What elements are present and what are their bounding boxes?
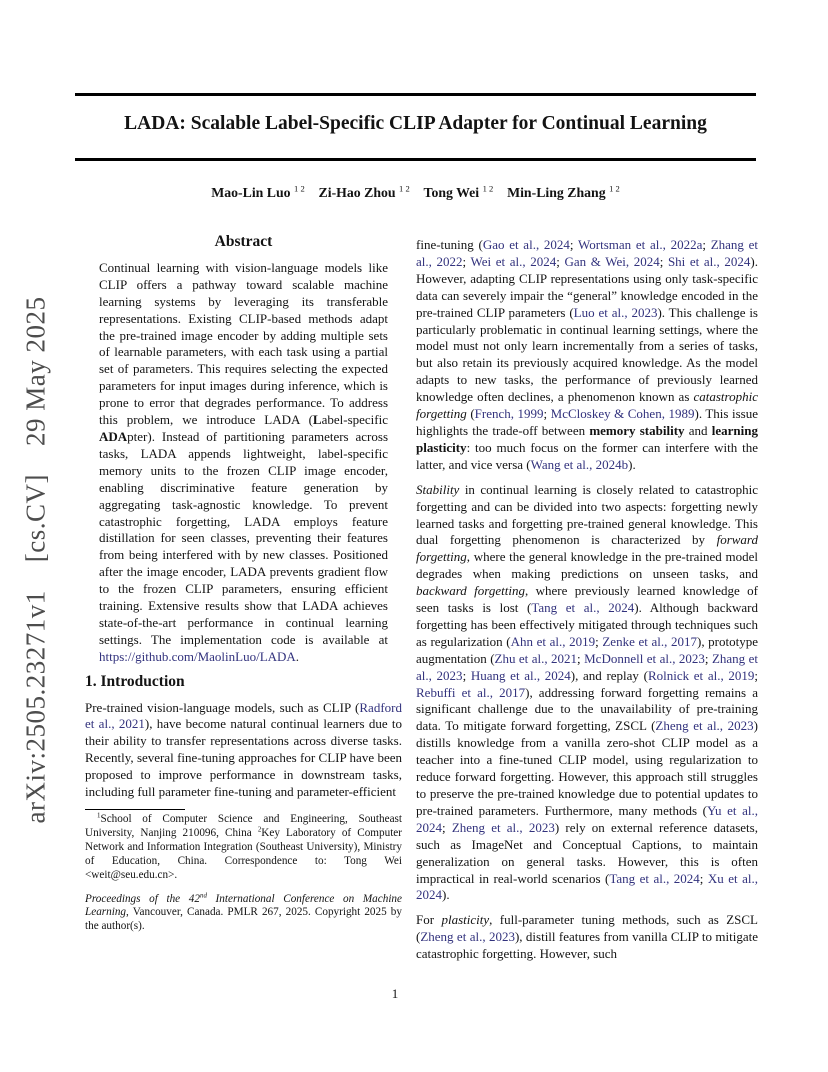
- text-segment: ), addressing forward forgetting remains a significant challenge due to the unavailability of pre-training data. To mitigate forward forgetting, ZSCL (: [416, 684, 758, 734]
- citation-link[interactable]: Tang et al., 2024: [531, 600, 635, 616]
- citation-link[interactable]: Yu et al., 2024: [416, 802, 758, 835]
- text-segment: ;: [442, 819, 452, 835]
- proceedings-copyright-note: [85, 890, 402, 935]
- text-segment: ;: [556, 253, 565, 269]
- footnote-rule: [85, 809, 185, 810]
- text-segment: ;: [543, 406, 551, 422]
- text-segment: memory stability: [589, 422, 685, 438]
- page-number: 1: [391, 986, 399, 1001]
- citation-link[interactable]: Zhang et al., 2023: [416, 650, 758, 683]
- body-paragraph-1: [416, 237, 758, 474]
- text-segment: ) rely on external reference datasets, such as ImageNet and Conceptual Captions, to maintain generalization on general tasks. However, this is often impractical in real-world scenarios (: [416, 819, 758, 886]
- text-segment: ;: [462, 667, 471, 683]
- header-top-rule: [75, 93, 756, 96]
- citation-link[interactable]: Zheng et al., 2023: [420, 929, 515, 945]
- paper-title: LADA: Scalable Label-Specific CLIP Adapter for Continual Learning: [124, 113, 707, 134]
- text-segment: 1: [97, 811, 101, 820]
- text-segment: , Vancouver, Canada. PMLR 267, 2025. Copyright 2025 by the author(s).: [85, 906, 402, 933]
- text-segment: 1 2: [482, 183, 494, 194]
- citation-link[interactable]: Wei et al., 2024: [470, 253, 557, 269]
- citation-link[interactable]: Wang et al., 2024b: [530, 456, 629, 472]
- text-segment: ;: [704, 650, 712, 666]
- text-segment: Pre-trained vision-language models, such as CLIP (: [85, 699, 360, 715]
- introduction-paragraph: [85, 700, 402, 801]
- text-segment: ;: [595, 633, 603, 649]
- text-segment: ). This issue highlights the trade-off between: [416, 406, 758, 438]
- text-segment: ) distills knowledge from a vanilla zero-shot CLIP model as a teacher into a fine-tuned CLIP model, using regularization to reduce forward forgetting. However, this approach still struggles to preserve the pre-trained knowledge due to potential updates to pre-trained parameters. Furthermore, many methods (: [416, 718, 758, 818]
- text-segment: , where previously learned knowledge of seen tasks is lost (: [416, 583, 758, 616]
- text-segment: Stability: [416, 481, 460, 497]
- text-segment: Mao-Lin Luo: [211, 185, 291, 200]
- text-segment: ).: [442, 887, 450, 903]
- abstract-heading: Abstract: [214, 233, 273, 250]
- text-segment: ;: [699, 870, 708, 886]
- left-column: [85, 234, 402, 934]
- text-segment: ;: [754, 667, 758, 683]
- text-segment: ). Although backward forgetting has been effectively mitigated through techniques such as regularization (: [416, 600, 758, 649]
- citation-link[interactable]: French, 1999: [474, 406, 544, 422]
- text-segment: (: [466, 406, 475, 422]
- text-segment: For: [416, 912, 442, 928]
- text-segment: 42: [188, 892, 200, 905]
- text-segment: , full-parameter tuning methods, such as ZSCL (: [416, 912, 759, 945]
- text-segment: Tong Wei: [423, 185, 480, 200]
- text-segment: Key Laboratory of Computer Network and Information Integration (Southeast University), Ministry of Education, China. Correspondence to: Tong Wei <weit@seu.edu.cn>.: [85, 826, 402, 881]
- header-bottom-rule: [75, 158, 756, 161]
- citation-link[interactable]: Luo et al., 2023: [573, 304, 658, 320]
- citation-link[interactable]: Rolnick et al., 2019: [647, 667, 755, 683]
- citation-link[interactable]: Zhang et al., 2022: [416, 237, 759, 269]
- text-segment: abel-specific: [321, 412, 388, 428]
- footnote-block: [85, 809, 402, 934]
- citation-link[interactable]: Huang et al., 2024: [470, 667, 571, 683]
- citation-link[interactable]: Xu et al., 2024: [416, 870, 758, 903]
- text-segment: : too much focus on the former can interfere with the latter, and vice versa (: [416, 439, 758, 472]
- text-segment: and: [684, 422, 712, 438]
- text-segment: 1 2: [399, 183, 410, 194]
- citation-link[interactable]: Gao et al., 2024: [482, 237, 570, 252]
- text-segment: [305, 185, 319, 200]
- text-segment: Continual learning with vision-language models like CLIP offers a pathway toward scalable machine learning systems by leveraging its transferable representations. Existing CLIP-based methods adapt the pre-trained image encoder by adding multiple sets of learnable parameters, with each task using a partial set of parameters. This requires selecting the expected parameters for input images during inference, which is prone to error that degrades performance. To address this problem, we introduce LADA (: [99, 259, 388, 428]
- text-segment: ).: [628, 456, 636, 472]
- affiliation-footnote: [85, 813, 402, 883]
- text-segment: ), distill features from vanilla CLIP to mitigate catastrophic forgetting. However, such: [416, 929, 758, 962]
- code-url-link[interactable]: https://github.com/MaolinLuo/LADA: [99, 648, 296, 664]
- text-segment: ), have become natural continual learners due to their ability to transfer representations across diverse tasks. Recently, several fine-tuning approaches for CLIP have been proposed to improve performance in downstream tasks, including full parameter fine-tuning and parameter-efficient: [85, 716, 403, 800]
- text-segment: [493, 185, 507, 200]
- arxiv-watermark: arXiv:2505.23271v1 [cs.CV] 29 May 2025: [20, 296, 51, 824]
- text-segment: [410, 185, 424, 200]
- text-segment: Zi-Hao Zhou: [318, 185, 396, 200]
- body-paragraph-2: [416, 482, 758, 905]
- text-segment: plasticity: [441, 912, 490, 928]
- text-segment: 1 2: [294, 183, 305, 194]
- citation-link[interactable]: Gan & Wei, 2024: [564, 253, 660, 269]
- citation-link[interactable]: Rebuffi et al., 2017: [416, 684, 526, 700]
- text-segment: ADA: [99, 428, 128, 444]
- text-segment: ), prototype augmentation (: [416, 633, 759, 666]
- text-segment: learning plasticity: [416, 422, 758, 455]
- text-segment: ;: [659, 253, 668, 269]
- text-segment: International Conference on Machine Learning: [85, 892, 402, 919]
- text-segment: ;: [569, 237, 579, 252]
- text-segment: nd: [199, 890, 207, 899]
- text-segment: School of Computer Science and Engineering, Southeast University, Nanjing 210096, China: [85, 813, 402, 839]
- text-segment: ). However, adapting CLIP representations using only task-specific data can severely impair the “general” knowledge encoded in the pre-trained CLIP parameters (: [416, 253, 758, 320]
- author-line: [75, 185, 756, 201]
- citation-link[interactable]: Zheng et al., 2023: [655, 718, 754, 734]
- text-segment: ), and replay (: [570, 667, 648, 683]
- text-segment: ;: [577, 650, 585, 666]
- text-segment: Proceedings of the: [85, 892, 189, 905]
- citation-link[interactable]: Zheng et al., 2023: [451, 819, 555, 835]
- text-segment: fine-tuning (: [416, 237, 483, 252]
- text-segment: forward forgetting: [416, 532, 758, 565]
- text-segment: pter). Instead of partitioning parameters across tasks, LADA appends lightweight, label-specific memory units to the frozen CLIP image encoder, enabling discriminative feature generation by aggregating task-agnostic knowledge. To prevent catastrophic forgetting, LADA employs feature distillation for seen classes, preventing their features from being interfered with by new classes. Positioned after the image encoder, LADA prevents gradient flow to the frozen CLIP parameters, ensuring efficient training. Extensive results show that LADA achieves state-of-the-art performance in continual learning settings. The implementation code is available at: [99, 428, 388, 647]
- text-segment: .: [295, 648, 300, 664]
- right-column: [416, 237, 758, 963]
- abstract-paragraph: [85, 260, 402, 666]
- citation-link[interactable]: Shi et al., 2024: [667, 253, 751, 269]
- citation-link[interactable]: Ahn et al., 2019: [510, 633, 596, 649]
- citation-link[interactable]: Tang et al., 2024: [609, 870, 700, 886]
- text-segment: Min-Ling Zhang: [507, 185, 606, 200]
- citation-link[interactable]: Zenke et al., 2017: [602, 633, 697, 649]
- text-segment: backward forgetting: [416, 583, 525, 599]
- text-segment: L: [312, 412, 322, 428]
- body-paragraph-3: [416, 912, 758, 963]
- text-segment: ). This challenge is particularly problematic in continual learning settings, where the model must not only learn incrementally from a series of tasks, but also retain its previously acquired knowledge. As the model adapts to new tasks, the performance of previously learned knowledge often declines, a phenomenon known as: [416, 304, 758, 405]
- citation-link[interactable]: McDonnell et al., 2023: [584, 650, 705, 666]
- text-segment: 1 2: [609, 183, 620, 194]
- text-segment: ;: [702, 237, 711, 252]
- text-segment: in continual learning is closely related to catastrophic forgetting and can be divided into two aspects: forgetting newly learned tasks and forgetting pre-trained general knowledge. This dual forgetting phenomenon is characterized by: [416, 481, 758, 548]
- text-segment: ;: [462, 253, 471, 269]
- citation-link[interactable]: McCloskey & Cohen, 1989: [550, 406, 695, 422]
- text-segment: , where the general knowledge in the pre-trained model degrades when making predictions on unseen tasks, and: [416, 549, 758, 582]
- citation-link[interactable]: Zhu et al., 2021: [494, 650, 578, 666]
- text-segment: catastrophic forgetting: [416, 389, 758, 422]
- section-heading-introduction: 1. Introduction: [85, 672, 185, 690]
- citation-link[interactable]: Wortsman et al., 2022a: [578, 237, 703, 252]
- text-segment: 2: [257, 825, 262, 834]
- citation-link[interactable]: Radford et al., 2021: [85, 699, 402, 732]
